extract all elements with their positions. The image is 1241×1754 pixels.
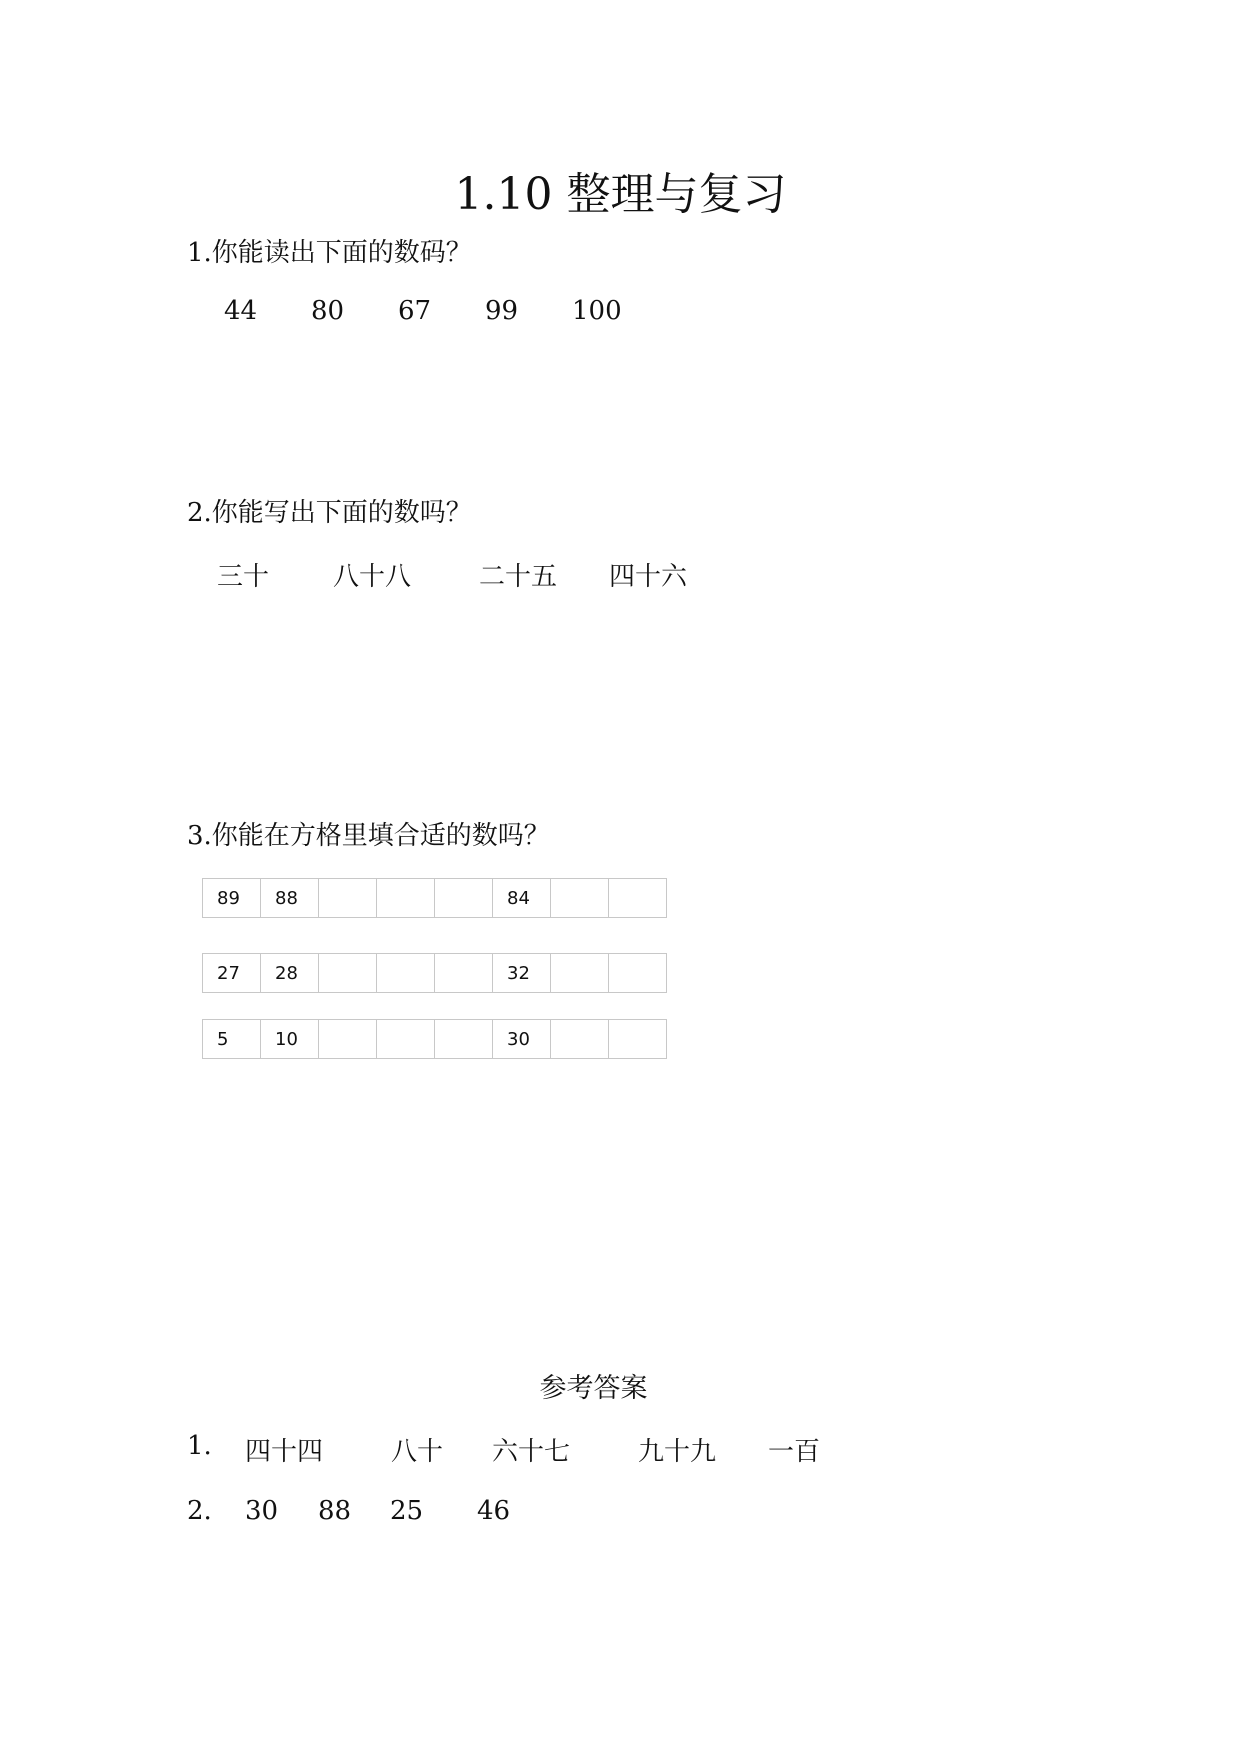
q1-number: 100 bbox=[572, 296, 622, 326]
q2-word: 二十五 bbox=[479, 562, 558, 592]
question-2-prompt: 2.你能写出下面的数吗？ bbox=[187, 498, 472, 528]
grid-cell: 89 bbox=[203, 879, 261, 918]
grid-cell-blank[interactable] bbox=[551, 954, 609, 993]
question-3-prompt: 3.你能在方格里填合适的数吗？ bbox=[187, 821, 550, 851]
grid-cell: 30 bbox=[493, 1020, 551, 1059]
grid-cell: 10 bbox=[261, 1020, 319, 1059]
grid-cell-blank[interactable] bbox=[609, 1020, 667, 1059]
answer-1-item: 一百 bbox=[768, 1437, 821, 1467]
grid-cell-blank[interactable] bbox=[551, 1020, 609, 1059]
answer-1-label: 1. bbox=[187, 1431, 212, 1461]
grid-cell-blank[interactable] bbox=[551, 879, 609, 918]
page-title: 1.10 整理与复习 bbox=[454, 169, 787, 220]
grid-cell: 28 bbox=[261, 954, 319, 993]
grid-cell-blank[interactable] bbox=[377, 879, 435, 918]
q2-word: 三十 bbox=[217, 562, 270, 592]
answer-1-item: 六十七 bbox=[492, 1437, 571, 1467]
q1-number: 44 bbox=[224, 296, 258, 326]
grid-cell: 27 bbox=[203, 954, 261, 993]
grid-cell-blank[interactable] bbox=[319, 954, 377, 993]
answer-2-item: 88 bbox=[318, 1496, 352, 1526]
grid-cell-blank[interactable] bbox=[319, 879, 377, 918]
grid-cell-blank[interactable] bbox=[435, 879, 493, 918]
q1-number: 67 bbox=[398, 296, 432, 326]
answer-1-item: 四十四 bbox=[245, 1437, 324, 1467]
number-grid-row-2 bbox=[202, 953, 667, 993]
question-1-prompt: 1.你能读出下面的数码？ bbox=[187, 238, 472, 268]
answers-title: 参考答案 bbox=[539, 1373, 648, 1404]
q1-number: 99 bbox=[485, 296, 519, 326]
q2-word: 八十八 bbox=[333, 562, 412, 592]
grid-cell-blank[interactable] bbox=[377, 954, 435, 993]
answer-1-item: 九十九 bbox=[638, 1437, 717, 1467]
grid-cell-blank[interactable] bbox=[435, 954, 493, 993]
grid-cell-blank[interactable] bbox=[319, 1020, 377, 1059]
number-grid-row-1 bbox=[202, 878, 667, 918]
answer-2-item: 30 bbox=[245, 1496, 279, 1526]
grid-cell: 32 bbox=[493, 954, 551, 993]
answer-2-item: 46 bbox=[477, 1496, 511, 1526]
grid-cell-blank[interactable] bbox=[377, 1020, 435, 1059]
grid-cell-blank[interactable] bbox=[609, 879, 667, 918]
grid-cell: 5 bbox=[203, 1020, 261, 1059]
grid-cell: 88 bbox=[261, 879, 319, 918]
grid-cell-blank[interactable] bbox=[609, 954, 667, 993]
q1-number: 80 bbox=[311, 296, 345, 326]
answer-1-item: 八十 bbox=[391, 1437, 444, 1467]
grid-cell-blank[interactable] bbox=[435, 1020, 493, 1059]
number-grid-row-3 bbox=[202, 1019, 667, 1059]
answer-2-label: 2. bbox=[187, 1496, 212, 1526]
q2-word: 四十六 bbox=[609, 562, 688, 592]
grid-cell: 84 bbox=[493, 879, 551, 918]
answer-2-item: 25 bbox=[390, 1496, 424, 1526]
